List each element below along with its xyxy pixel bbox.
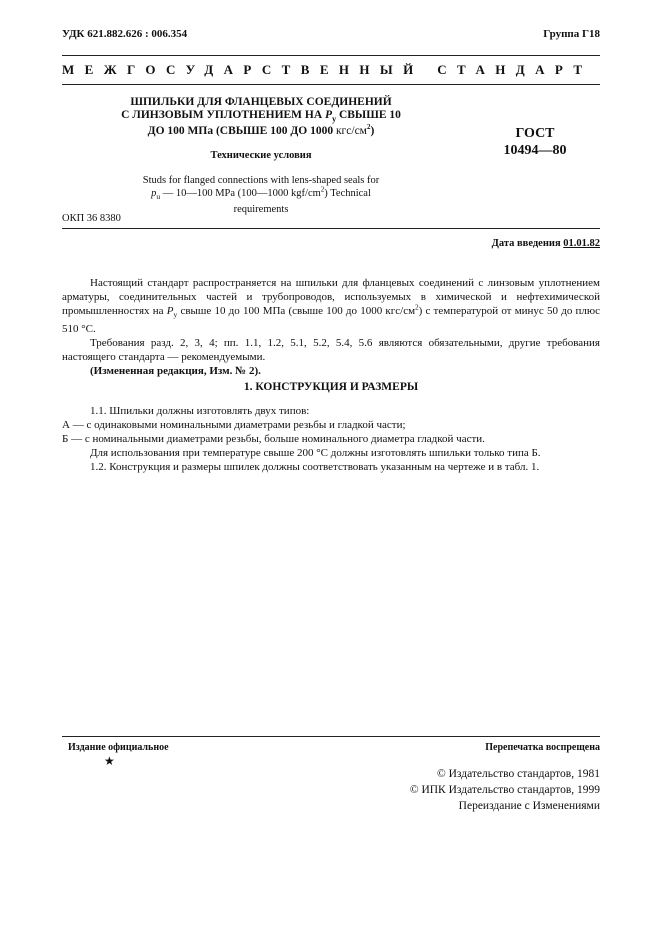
okp-code: ОКП 36 8380 [62, 213, 121, 224]
english-title: Studs for flanged connections with lens-shaped seals for $p_u$ — 10—100 MPa (100—1000 kgf/$cm^2$) Technical requirements [142, 175, 380, 216]
header-bottom-rule [62, 228, 600, 229]
intro-date-value: 01.01.82 [563, 238, 600, 249]
amendment-note: (Измененная редакция, Изм. № 2). [90, 365, 261, 378]
copyright-1999: © ИПК Издательство стандартов, 1999 [409, 784, 600, 796]
title-line-3: ДО 100 МПа (СВЫШЕ 100 ДО 1000 кгс/$см^2$) [147, 123, 375, 138]
tech-conditions: Технические условия [210, 150, 312, 161]
clause-1-1: 1.1. Шпильки должны изготовлять двух типов: [90, 405, 310, 417]
intro-paragraph-1: Настоящий стандарт распространяется на шпильки для фланцевых соединений с линзовым уплотнением арматуры, соединительных частей и трубопроводов, используемых в химической и нефтехимической промышленностях на $Р_у$ свыше 10 до 100 МПа (свыше 100 до 1000 кгс/$см^2$) с температурой от минус 50 до плюс 510 °С. [62, 277, 601, 336]
reissue-note: Переиздание с Изменениями [458, 800, 600, 812]
clause-1-2: 1.2. Конструкция и размеры шпилек должны соответствовать указанным на чертеже и в табл. 1. [90, 461, 540, 473]
intro-paragraph-2: Требования разд. 2, 3, 4; пп. 1.1, 1.2, 5.1, 5.2, 5.4, 5.6 являются обязательными, другие требования настоящего стандарта — рекомендуемыми. [62, 337, 600, 364]
type-a: А — с одинаковыми номинальными диаметрами резьбы и гладкой части; [62, 419, 406, 431]
copyright-block [410, 766, 600, 814]
section-1-text [62, 404, 600, 474]
gost-label: ГОСТ [515, 126, 555, 141]
intro-date: Дата введения 01.01.82 [491, 238, 600, 249]
no-reprint: Перепечатка воспрещена [485, 742, 600, 753]
clause-temperature: Для использования при температуре свыше 200 °С должны изготовлять шпильки только типа Б. [90, 447, 541, 459]
standard-banner: МЕЖГОСУДАРСТВЕННЫЙ СТАНДАРТ [62, 62, 593, 77]
udk-code: УДК 621.882.626 : 006.354 [62, 28, 188, 40]
type-b: Б — с номинальными диаметрами резьбы, больше номинального диаметра гладкой части. [62, 433, 485, 445]
top-rule-1 [62, 55, 600, 56]
footer-rule [62, 736, 600, 737]
group-code: Группа Г18 [543, 28, 600, 40]
top-rule-2 [62, 84, 600, 85]
gost-designation [470, 125, 600, 159]
section-1-heading: 1. КОНСТРУКЦИЯ И РАЗМЕРЫ [243, 381, 419, 393]
intro-text [62, 276, 600, 378]
document-title [62, 96, 460, 138]
official-edition: Издание официальное [68, 742, 169, 753]
title-line-1: ШПИЛЬКИ ДЛЯ ФЛАНЦЕВЫХ СОЕДИНЕНИЙ [130, 96, 392, 108]
star-icon: ★ [104, 754, 115, 768]
copyright-1981: © Издательство стандартов, 1981 [436, 768, 600, 780]
gost-number: 10494—80 [503, 143, 567, 158]
title-line-2: С ЛИНЗОВЫМ УПЛОТНЕНИЕМ НА $Р_у$ СВЫШЕ 10 [121, 109, 401, 124]
